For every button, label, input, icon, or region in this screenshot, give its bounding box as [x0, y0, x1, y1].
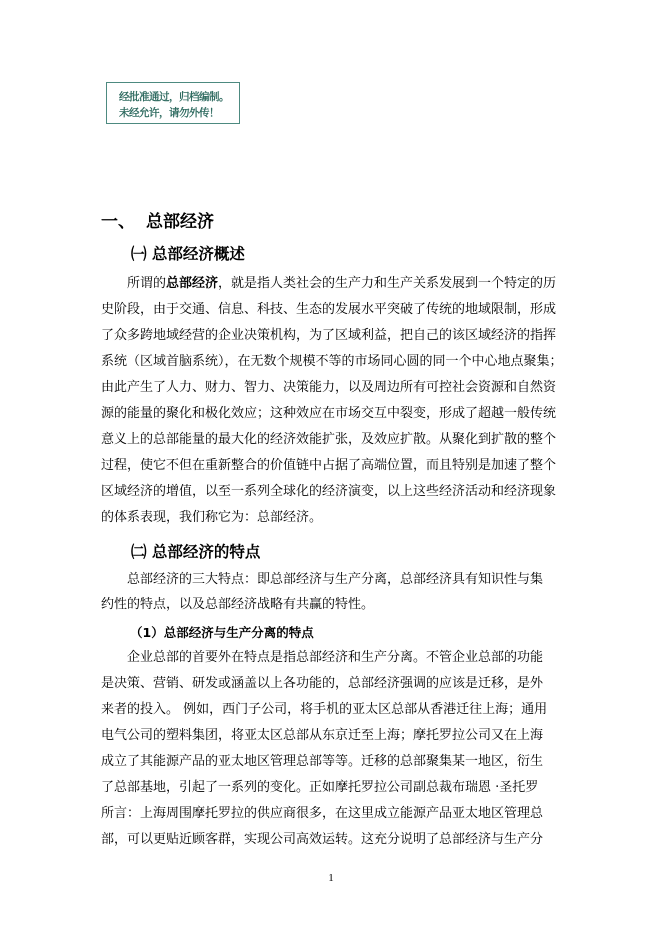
paragraph-line: 来者的投入。 例如，西门子公司，将手机的亚太区总部从香港迁往上海；通用 [101, 702, 548, 717]
paragraph-line: 系统（区域首脑系统），在无数个规模不等的市场同心圆的同一个中心地点聚集； [101, 354, 563, 369]
paragraph-line: 意义上的总部能量的最大化的经济效能扩张，及效应扩散。从聚化到扩散的整个 [101, 432, 557, 447]
paragraph-line: 约性的特点，以及总部经济战略有共赢的特性。 [101, 597, 375, 612]
paragraph-line: 源的能量的聚化和极化效应；这种效应在市场交互中裂变，形成了超越一般传统 [101, 406, 557, 421]
paragraph-line: 的体系表现，我们称它为：总部经济。 [101, 510, 323, 525]
page-number: 1 [328, 872, 334, 884]
paragraph-line: 所谓的总部经济，就是指人类社会的生产力和生产关系发展到一个特定的历 [127, 276, 557, 291]
paragraph-line: 了总部基地，引起了一系列的变化。正如摩托罗拉公司副总裁布瑞恩 ·圣托罗 [101, 780, 539, 795]
section-number: 一、 [101, 212, 135, 232]
paragraph-line: 所言：上海周围摩托罗拉的供应商很多，在这里成立能源产品亚太地区管理总 [101, 806, 544, 821]
paragraph-line: 部，可以更贴近顾客群，实现公司高效运转。这充分说明了总部经济与生产分 [101, 832, 544, 847]
paragraph-line: 区域经济的增值，以至一系列全球化的经济演变，以上这些经济活动和经济现象 [101, 484, 557, 499]
paragraph-line: 是决策、营销、研发或涵盖以上各功能的，总部经济强调的应该是迁移，是外 [101, 676, 544, 691]
notice-line-1: 经批准通过，归档编制。 [119, 91, 229, 103]
section-heading [101, 207, 214, 232]
paragraph-line: 了众多跨地域经营的企业决策机构，为了区域利益，把自己的该区域经济的指挥 [101, 328, 557, 343]
paragraph-line: 由此产生了人力、财力、智力、决策能力，以及周边所有可控社会资源和自然资 [101, 380, 557, 395]
subsection-heading-overview: ㈠ 总部经济概述 [131, 245, 245, 263]
paragraph-line: 电气公司的塑料集团，将亚太区总部从东京迁至上海；摩托罗拉公司又在上海 [101, 728, 544, 743]
paragraph-line: 总部经济的三大特点：即总部经济与生产分离，总部经济具有知识性与集 [127, 572, 544, 587]
confidential-notice-box [106, 82, 240, 124]
section-title: 总部经济 [146, 212, 214, 232]
paragraph-line: 企业总部的首要外在特点是指总部经济和生产分离。不管企业总部的功能 [127, 650, 544, 665]
term-bold: 总部经济 [166, 276, 219, 291]
paragraph-line: 过程，使它不但在重新整合的价值链中占据了高端位置，而且特别是加速了整个 [101, 458, 557, 473]
notice-line-2: 未经允许，请勿外传！ [119, 107, 219, 119]
subsubsection-heading: （1）总部经济与生产分离的特点 [130, 625, 314, 640]
paragraph-line: 史阶段，由于交通、信息、科技、生态的发展水平突破了传统的地域限制，形成 [101, 302, 557, 317]
subsection-heading-features: ㈡ 总部经济的特点 [131, 543, 261, 561]
paragraph-line: 成立了其能源产品的亚太地区管理总部等等。迁移的总部聚集某一地区，衍生 [101, 754, 544, 769]
